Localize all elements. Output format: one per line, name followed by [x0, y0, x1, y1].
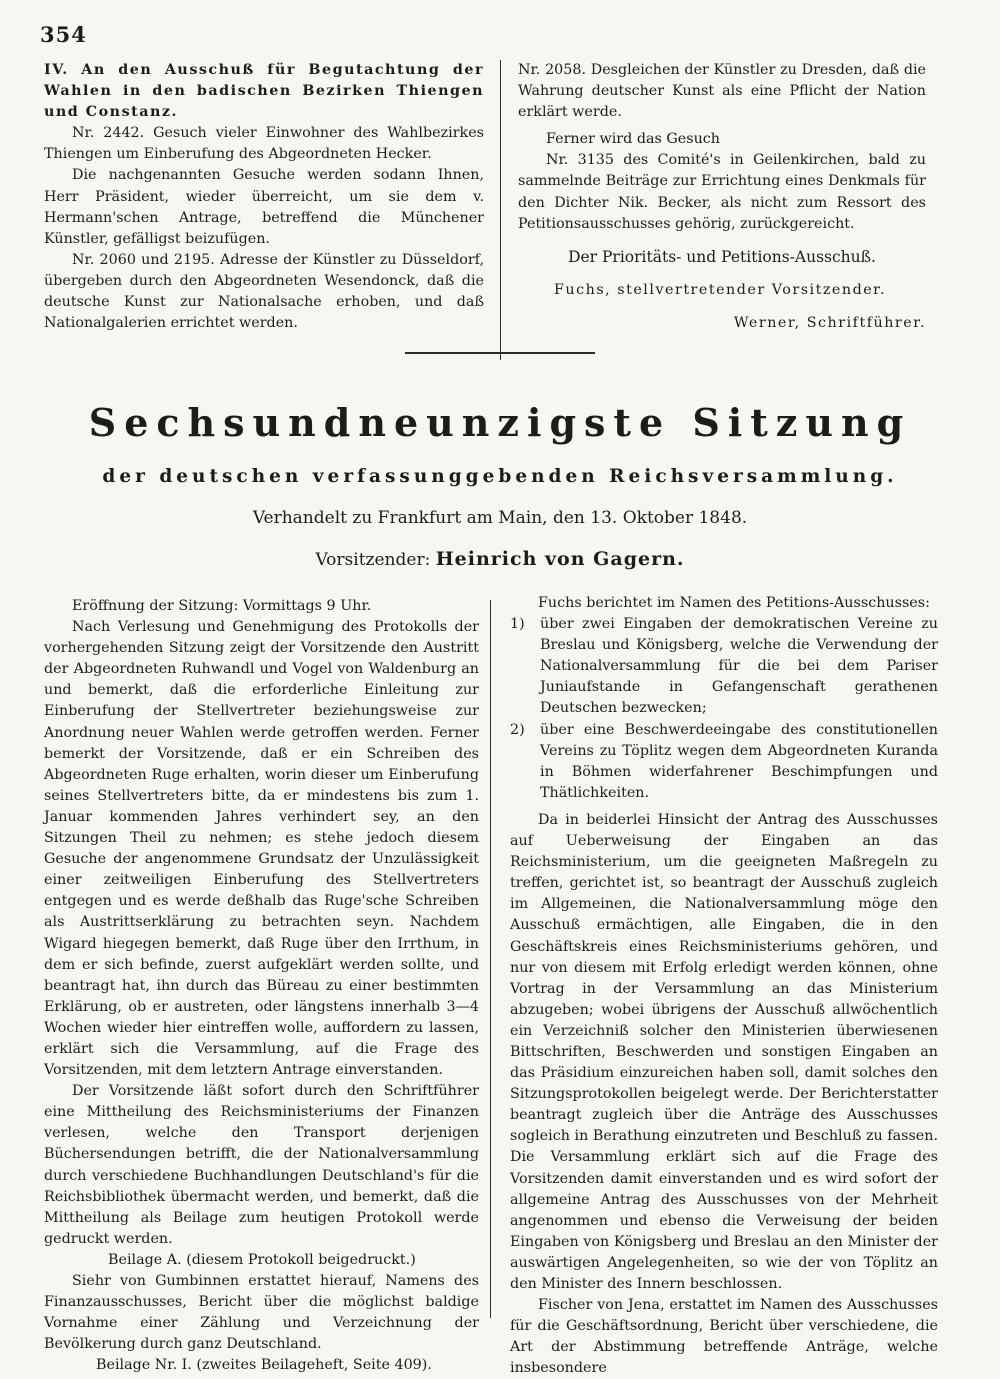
list-text: über zwei Eingaben der demokratischen Vereine zu Breslau und Königsberg, welche die Verwendung der Nationalversammlung für die bei dem Pariser Juniaufstande in Gefangenschaft gerathenen Deutschen bezwecken;: [540, 616, 938, 717]
chair-name: Heinrich von Gagern.: [435, 548, 685, 570]
fischer-report-paragraph: Fischer von Jena, erstattet im Namen des Ausschusses für die Geschäftsordnung, Bericht über verschiedene, die Art der Abstimmung betreffende Anträge, welche insbesondere: [510, 1297, 938, 1377]
section-heading: IV. An den Ausschuß für Begutachtung der Wahlen in den badischen Bezirken Thiengen und Constanz.: [44, 62, 484, 121]
petition-2058: Nr. 2058. Desgleichen der Künstler zu Dresden, daß die Wahrung deutscher Kunst als eine Pflicht der Nation erklärt werde.: [518, 62, 926, 121]
main-column-divider: [490, 600, 491, 1318]
minutes-paragraph-2: Der Vorsitzende läßt sofort durch den Schriftführer eine Mittheilung des Reichsministeriums der Finanzen verlesen, welche den Transport derjenigen Büchersendungen betrifft, die der Nationalversammlung durch verschiedene Buchhandlungen Deutschland's für die Reichsbibliothek übermacht werden, und bemerkt, daß die Mittheilung als Beilage zum heutigen Protokoll werde gedruckt werden.: [44, 1083, 479, 1247]
petition-2442: Nr. 2442. Gesuch vieler Einwohner des Wahlbezirkes Thiengen um Einberufung des Abgeordneten Hecker.: [44, 125, 484, 163]
petition-2060-2195: Nr. 2060 und 2195. Adresse der Künstler zu Düsseldorf, übergeben durch den Abgeordneten Wesendonck, daß die deutsche Kunst zur Nationalsache erhoben, und daß Nationalgalerien errichtet werden.: [44, 251, 484, 332]
signature-werner: Werner, Schriftführer.: [733, 314, 926, 331]
section-divider: [405, 352, 595, 354]
committee-motion-paragraph: Da in beiderlei Hinsicht der Antrag des Ausschusses auf Ueberweisung der Eingaben an das Reichsministerium, um die geeigneten Maßregeln zu treffen, gerichtet ist, so beantragt der Ausschuß zugleich im Allgemeinen, die Nationalversammlung möge den Ausschuß ermächtigen, alle Eingaben, die in den Geschäftskreis eines Reichsministeriums gehören, und nur von diesem mit Erfolg erledigt werden können, ohne Vortrag in der Versammlung an das Ministerium abzugeben; wobei übrigens der Ausschuß allwöchentlich ein Verzeichniß solcher den Ministerien überwiesenen Bittschriften, Beschwerden und sonstigen Eingaben an das Präsidium einzureichen haben soll, damit solches den Sitzungsprotokollen beigelegt werde. Der Berichterstatter beantragt zugleich über die Anträge des Ausschusses sogleich in Berathung einzutreten und Beschluß zu fassen. Die Versammlung erklärt sich auf die Frage des Vorsitzenden damit einverstanden und es wird sofort der allgemeine Antrag des Ausschusses von der Mehrheit angenommen und ebenso die Verweisung der beiden Eingaben von Königsberg und Breslau an den Minister der auswärtigen Angelegenheiten, so wie der von Töplitz an den Minister des Innern beschlossen.: [510, 811, 938, 1292]
list-text: über eine Beschwerdeeingabe des constitutionellen Vereins zu Töplitz wegen dem Abgeordneten Kuranda in Böhmen widerfahrener Beschimpfungen und Thätlichkeiten.: [540, 721, 938, 801]
top-right-column: [518, 60, 926, 334]
place-date: Verhandelt zu Frankfurt am Main, den 13. Oktober 1848.: [252, 508, 748, 528]
main-left-column: [44, 596, 479, 1376]
signature-fuchs: Fuchs, stellvertretender Vorsitzender.: [553, 281, 886, 298]
appendix-a-note: Beilage A. (diesem Protokoll beigedruckt.): [108, 1251, 416, 1268]
list-number: 1): [510, 616, 525, 633]
session-title: Sechsundneunzigste Sitzung: [88, 400, 912, 445]
committee-name: Der Prioritäts- und Petitions-Ausschuß.: [568, 247, 876, 266]
chair-label: Vorsitzender:: [315, 550, 431, 570]
further-note: Ferner wird das Gesuch: [546, 131, 721, 148]
chair-line: [0, 548, 1000, 570]
page-number: 354: [40, 22, 87, 47]
session-subtitle: der deutschen verfassunggebenden Reichsversammlung.: [102, 466, 898, 487]
petition-3135: Nr. 3135 des Comité's in Geilenkirchen, bald zu sammelnde Beiträge zur Errichtung eines Denkmals für den Dichter Nik. Becker, als nicht zum Ressort des Petitionsausschusses gehörig, zurückgereicht.: [518, 152, 926, 232]
list-item: [510, 614, 938, 719]
top-column-divider: [500, 60, 501, 360]
transfer-note: Die nachgenannten Gesuche werden sodann Ihnen, Herr Präsident, wieder überreicht, um sie dem v. Hermann'schen Antrage, betreffend die Münchener Künstler, gefälligst beizufügen.: [44, 167, 484, 247]
minutes-paragraph-1: Nach Verlesung und Genehmigung des Protokolls der vorhergehenden Sitzung zeigt der Vorsitzende den Austritt der Abgeordneten Ruhwandl und Vogel von Waldenburg an und bemerkt, daß die erforderliche Einleitung zur Einberufung der Stellvertreter beziehungsweise zur Anordnung neuer Wahlen werde getroffen werden. Ferner bemerkt der Vorsitzende, daß er ein Schreiben des Abgeordneten Ruge erhalten, worin dieser um Einberufung seines Stellvertreters bitte, da er mindestens bis zum 1. Januar kommenden Jahres verhindert sey, an den Sitzungen Theil zu nehmen; es stehe jedoch diesem Gesuche der angenommene Grundsatz der Unzulässigkeit einer zeitweiligen Einberufung des Stellvertreters entgegen und es werde deßhalb das Ruge'sche Schreiben als Austrittserklärung zu betrachten seyn. Nachdem Wigard hiegegen bemerkt, daß Ruge über den Irrthum, in dem er sich befinde, zuerst aufgeklärt werden sollte, und beantragt hat, ihn durch das Büreau zu einer bestimmten Erklärung, ob er austreten, oder längstens innerhalb 3—4 Wochen wieder hier eintreffen wolle, auffordern zu lassen, erklärt sich die Versammlung, auf die Frage des Vorsitzenden, mit dem letztern Antrage einverstanden.: [44, 619, 479, 1079]
list-item: [510, 720, 938, 804]
opening-time: Eröffnung der Sitzung: Vormittags 9 Uhr.: [72, 598, 372, 614]
list-number: 2): [510, 721, 525, 738]
petition-report-intro: Fuchs berichtet im Namen des Petitions-Ausschusses:: [538, 595, 930, 611]
appendix-i-note: Beilage Nr. I. (zweites Beilageheft, Seite 409).: [96, 1357, 432, 1374]
minutes-paragraph-3: Siehr von Gumbinnen erstattet hierauf, Namens des Finanzausschusses, Bericht über die möglichst baldige Vornahme einer Zählung und Verzeichnung der Bevölkerung durch ganz Deutschland.: [44, 1273, 479, 1353]
top-left-column: [44, 60, 484, 334]
main-right-column: [510, 593, 938, 1379]
